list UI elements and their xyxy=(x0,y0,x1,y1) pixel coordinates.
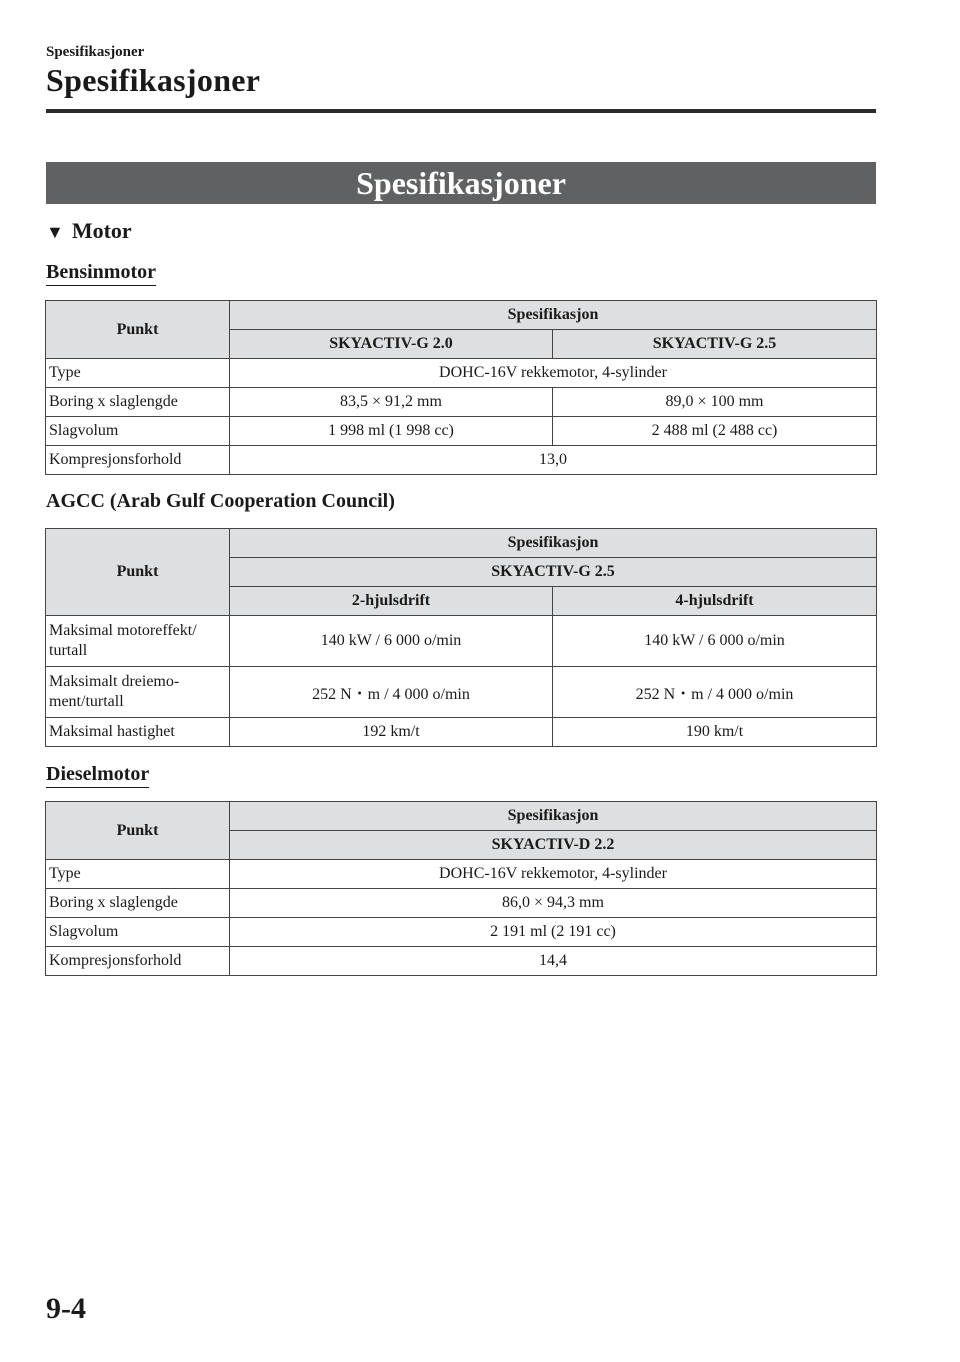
header-drive: 2-hjulsdrift xyxy=(230,587,553,616)
page-number: 9-4 xyxy=(46,1292,86,1325)
row-label: Maksimalt dreiemo- ment/turtall xyxy=(46,667,230,718)
subheading-agcc: AGCC (Arab Gulf Cooperation Council) xyxy=(46,490,395,512)
table-row xyxy=(46,667,877,718)
row-label: Type xyxy=(46,359,230,388)
header-variant: SKYACTIV-D 2.2 xyxy=(230,831,877,860)
table-header-row xyxy=(46,529,877,558)
header-punkt: Punkt xyxy=(46,301,230,359)
header-punkt: Punkt xyxy=(46,802,230,860)
table-row xyxy=(46,388,877,417)
table-bensinmotor xyxy=(45,300,877,475)
header-punkt: Punkt xyxy=(46,529,230,616)
cell-value: 13,0 xyxy=(230,446,877,475)
row-label: Slagvolum xyxy=(46,417,230,446)
cell-value: 86,0 × 94,3 mm xyxy=(230,889,877,918)
chapter-rule xyxy=(46,109,876,113)
cell-value: 1 998 ml (1 998 cc) xyxy=(230,417,553,446)
section-banner: Spesifikasjoner xyxy=(46,162,876,204)
table-header-row xyxy=(46,802,877,831)
header-spesifikasjon: Spesifikasjon xyxy=(230,529,877,558)
cell-value: DOHC-16V rekkemotor, 4-sylinder xyxy=(230,860,877,889)
cell-value: 83,5 × 91,2 mm xyxy=(230,388,553,417)
cell-value: 2 191 ml (2 191 cc) xyxy=(230,918,877,947)
table-row xyxy=(46,446,877,475)
cell-value: 252 N・m / 4 000 o/min xyxy=(230,667,553,718)
cell-value: 14,4 xyxy=(230,947,877,976)
table-row xyxy=(46,860,877,889)
row-label: Type xyxy=(46,860,230,889)
table-row xyxy=(46,947,877,976)
table-agcc xyxy=(45,528,877,747)
header-spesifikasjon: Spesifikasjon xyxy=(230,802,877,831)
subheading-bensinmotor: Bensinmotor xyxy=(46,261,156,286)
header-variant: SKYACTIV-G 2.0 xyxy=(230,330,553,359)
header-variant: SKYACTIV-G 2.5 xyxy=(230,558,877,587)
cell-value: 2 488 ml (2 488 cc) xyxy=(553,417,877,446)
header-spesifikasjon: Spesifikasjon xyxy=(230,301,877,330)
header-drive: 4-hjulsdrift xyxy=(553,587,877,616)
row-label: Boring x slaglengde xyxy=(46,889,230,918)
triangle-down-icon: ▼ xyxy=(46,221,64,242)
table-header-row xyxy=(46,301,877,330)
row-label: Maksimal hastighet xyxy=(46,718,230,747)
cell-value: 190 km/t xyxy=(553,718,877,747)
cell-value: 252 N・m / 4 000 o/min xyxy=(553,667,877,718)
cell-value: DOHC-16V rekkemotor, 4-sylinder xyxy=(230,359,877,388)
table-dieselmotor xyxy=(45,801,877,976)
row-label: Kompresjonsforhold xyxy=(46,947,230,976)
row-label: Kompresjonsforhold xyxy=(46,446,230,475)
cell-value: 89,0 × 100 mm xyxy=(553,388,877,417)
running-head: Spesifikasjoner xyxy=(46,44,145,60)
table-row xyxy=(46,417,877,446)
section-heading-motor xyxy=(46,218,132,244)
chapter-title: Spesifikasjoner xyxy=(46,62,261,98)
row-label: Slagvolum xyxy=(46,918,230,947)
table-row xyxy=(46,359,877,388)
table-row xyxy=(46,918,877,947)
table-row xyxy=(46,889,877,918)
subheading-dieselmotor: Dieselmotor xyxy=(46,763,149,788)
row-label: Maksimal motoreffekt/ turtall xyxy=(46,616,230,667)
row-label: Boring x slaglengde xyxy=(46,388,230,417)
cell-value: 192 km/t xyxy=(230,718,553,747)
header-variant: SKYACTIV-G 2.5 xyxy=(553,330,877,359)
cell-value: 140 kW / 6 000 o/min xyxy=(553,616,877,667)
table-row xyxy=(46,718,877,747)
table-row xyxy=(46,616,877,667)
section-title: Motor xyxy=(71,218,132,243)
cell-value: 140 kW / 6 000 o/min xyxy=(230,616,553,667)
